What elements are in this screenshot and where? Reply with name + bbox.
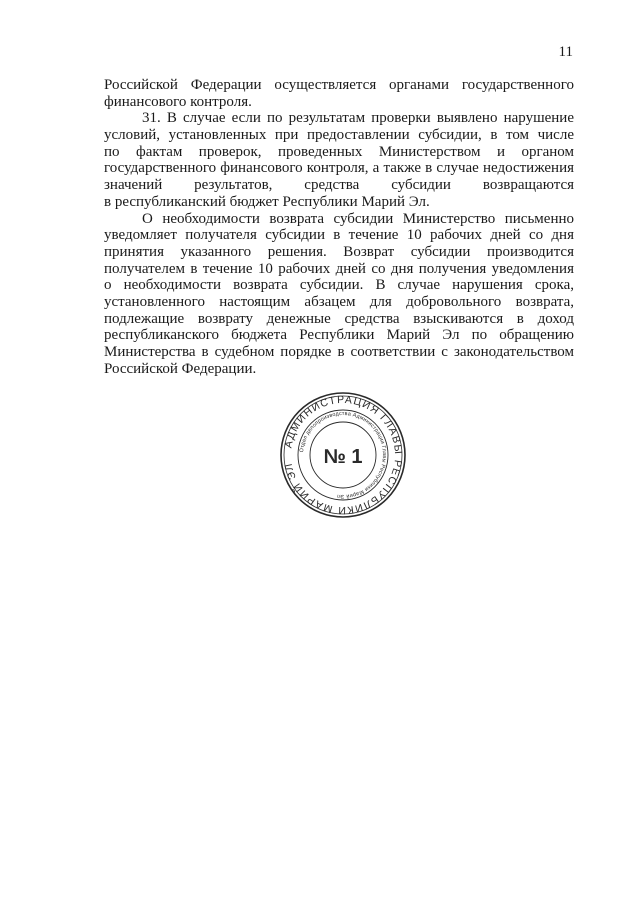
- stamp-outer-text: АДМИНИСТРАЦИЯ ГЛАВЫ РЕСПУБЛИКИ МАРИЙ ЭЛ: [282, 393, 405, 517]
- text-line: О необходимости возврата субсидии Министерство письменно: [142, 210, 574, 227]
- text-line: по фактам проверок, проведенных Министерством и органом: [104, 143, 574, 160]
- text-line: принятия указанного решения. Возврат субсидии производится: [104, 243, 574, 260]
- text-line: Министерства в судебном порядке в соответствии с законодательством: [104, 344, 574, 360]
- text-line: Российской Федерации.: [104, 360, 257, 377]
- page-number: 11: [558, 44, 573, 60]
- text-line: государственного финансового контроля, а также в случае недостижения: [104, 160, 574, 177]
- text-line: Российской Федерации осуществляется органами государственного: [104, 77, 574, 93]
- text-line: 31. В случае если по результатам проверки выявлено нарушение: [142, 110, 574, 127]
- text-line: установленного настоящим абзацем для добровольного возврата,: [104, 293, 574, 310]
- stamp-number: № 1: [323, 446, 363, 468]
- stamp-inner-text: Отдел делопроизводства Администрации Главы Республики Марий Эл: [299, 410, 388, 500]
- text-line: республиканского бюджета Республики Марий Эл по обращению: [104, 327, 574, 344]
- text-line: получателем в течение 10 рабочих дней со дня получения уведомления: [104, 260, 574, 277]
- official-stamp: [278, 390, 408, 520]
- document-body: [104, 77, 574, 377]
- text-line: финансового контроля.: [104, 93, 252, 110]
- text-line: подлежащие возврату денежные средства взыскиваются в доход: [104, 310, 574, 327]
- text-line: условий, установленных при предоставлении субсидии, в том числе: [104, 127, 574, 144]
- text-line: в республиканский бюджет Республики Марий Эл.: [104, 193, 430, 210]
- text-line: значений результатов, средства субсидии возвращаются: [104, 177, 574, 194]
- text-line: о необходимости возврата субсидии. В случае нарушения срока,: [104, 277, 574, 294]
- text-line: уведомляет получателя субсидии в течение 10 рабочих дней со дня: [104, 227, 574, 244]
